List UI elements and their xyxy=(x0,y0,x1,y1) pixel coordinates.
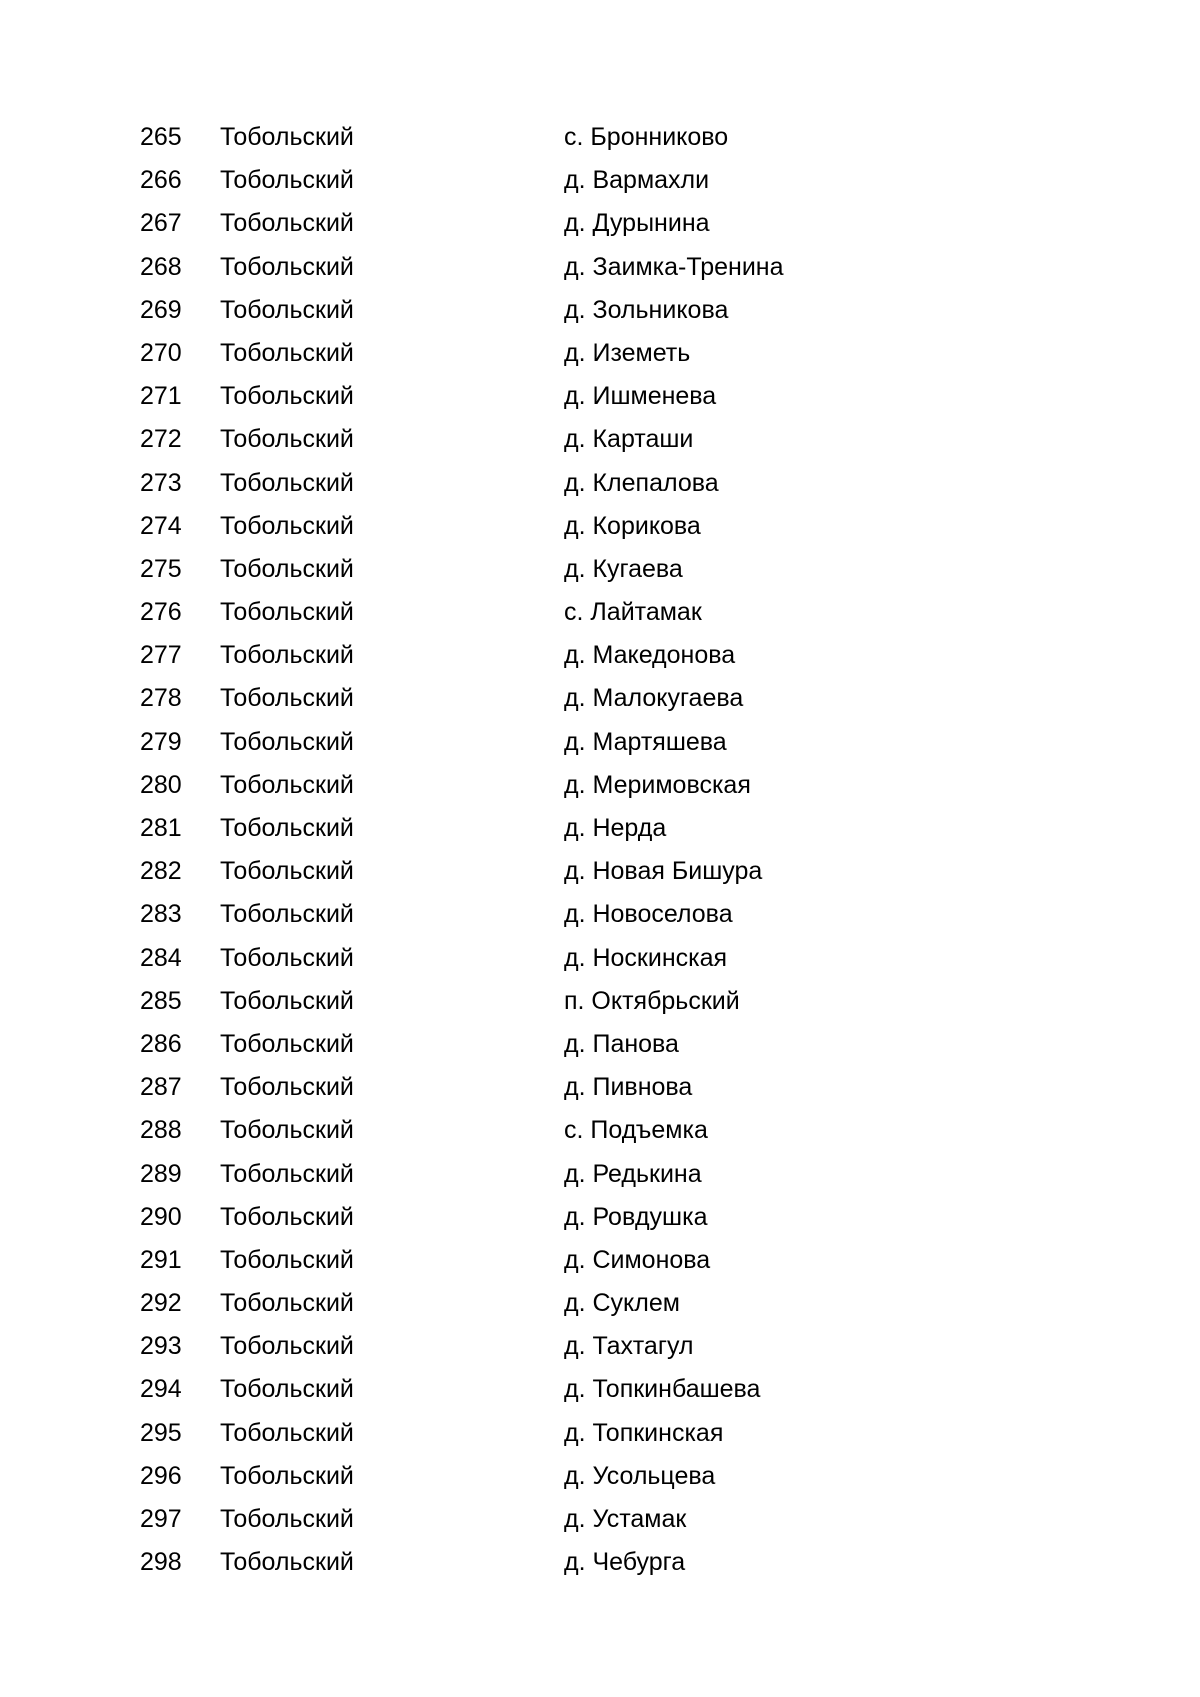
district-name: Тобольский xyxy=(220,468,354,497)
row-number: 282 xyxy=(140,857,182,886)
settlement-name: д. Ишменева xyxy=(564,382,717,411)
row-number: 294 xyxy=(140,1375,182,1404)
district-name: Тобольский xyxy=(220,252,354,281)
settlement-name: с. Бронниково xyxy=(564,123,729,151)
table-row xyxy=(0,1412,1200,1455)
district-name: Тобольский xyxy=(220,1289,354,1318)
district-name: Тобольский xyxy=(220,684,354,713)
district-name: Тобольский xyxy=(220,1505,354,1533)
row-number: 271 xyxy=(140,382,182,411)
table-row xyxy=(0,980,1200,1023)
settlement-name: с. Подъемка xyxy=(564,1116,708,1145)
district-name: Тобольский xyxy=(220,1418,354,1447)
settlement-name: д. Пивнова xyxy=(564,1073,693,1102)
settlement-name: д. Меримовская xyxy=(564,770,751,799)
row-number: 287 xyxy=(140,1073,182,1102)
district-name: Тобольский xyxy=(220,943,354,972)
table-row xyxy=(0,1325,1200,1368)
district-name: Тобольский xyxy=(220,1029,354,1058)
table-row xyxy=(0,418,1200,461)
table-row xyxy=(0,289,1200,332)
district-name: Тобольский xyxy=(220,1245,354,1274)
table-row xyxy=(0,893,1200,936)
settlement-name: д. Заимка-Тренина xyxy=(564,252,784,281)
table-row xyxy=(0,462,1200,505)
district-name: Тобольский xyxy=(220,338,354,367)
settlement-name: д. Клепалова xyxy=(564,468,719,497)
row-number: 269 xyxy=(140,295,182,324)
district-name: Тобольский xyxy=(220,511,354,540)
settlement-name: д. Кугаева xyxy=(564,554,683,583)
district-name: Тобольский xyxy=(220,1461,354,1490)
settlement-name: д. Суклем xyxy=(564,1289,680,1318)
table-row xyxy=(0,850,1200,893)
district-name: Тобольский xyxy=(220,295,354,324)
table-row xyxy=(0,1023,1200,1066)
row-number: 275 xyxy=(140,554,182,583)
settlement-name: д. Карташи xyxy=(564,425,694,454)
table-row xyxy=(0,332,1200,375)
district-name: Тобольский xyxy=(220,123,354,151)
settlement-name: д. Македонова xyxy=(564,641,736,670)
district-name: Тобольский xyxy=(220,382,354,411)
settlement-name: д. Тахтагул xyxy=(564,1332,694,1361)
district-name: Тобольский xyxy=(220,554,354,583)
settlement-list xyxy=(0,116,1200,1584)
district-name: Тобольский xyxy=(220,1332,354,1361)
row-number: 285 xyxy=(140,986,182,1015)
table-row xyxy=(0,591,1200,634)
row-number: 265 xyxy=(140,123,182,151)
row-number: 279 xyxy=(140,727,182,756)
row-number: 289 xyxy=(140,1159,182,1188)
table-row xyxy=(0,1455,1200,1498)
settlement-name: с. Лайтамак xyxy=(564,598,702,627)
district-name: Тобольский xyxy=(220,1116,354,1145)
table-row xyxy=(0,202,1200,245)
settlement-name: д. Зольникова xyxy=(564,295,729,324)
row-number: 268 xyxy=(140,252,182,281)
table-row xyxy=(0,375,1200,418)
settlement-name: д. Топкинская xyxy=(564,1418,724,1447)
district-name: Тобольский xyxy=(220,425,354,454)
district-name: Тобольский xyxy=(220,166,354,195)
row-number: 272 xyxy=(140,425,182,454)
table-row xyxy=(0,159,1200,202)
district-name: Тобольский xyxy=(220,986,354,1015)
settlement-name: д. Мартяшева xyxy=(564,727,727,756)
district-name: Тобольский xyxy=(220,641,354,670)
district-name: Тобольский xyxy=(220,727,354,756)
table-row xyxy=(0,677,1200,720)
settlement-name: д. Вармахли xyxy=(564,166,710,195)
settlement-name: д. Топкинбашева xyxy=(564,1375,761,1404)
table-row xyxy=(0,1498,1200,1541)
row-number: 290 xyxy=(140,1202,182,1231)
settlement-name: д. Новоселова xyxy=(564,900,733,929)
settlement-name: д. Корикова xyxy=(564,511,701,540)
row-number: 277 xyxy=(140,641,182,670)
row-number: 296 xyxy=(140,1461,182,1490)
table-row xyxy=(0,1066,1200,1109)
row-number: 276 xyxy=(140,598,182,627)
table-row xyxy=(0,1282,1200,1325)
row-number: 281 xyxy=(140,814,182,842)
table-row xyxy=(0,505,1200,548)
district-name: Тобольский xyxy=(220,1159,354,1188)
table-row xyxy=(0,764,1200,807)
row-number: 292 xyxy=(140,1289,182,1318)
settlement-name: д. Симонова xyxy=(564,1245,711,1274)
row-number: 284 xyxy=(140,943,182,972)
settlement-name: д. Чебурга xyxy=(564,1548,686,1577)
row-number: 273 xyxy=(140,468,182,497)
settlement-name: д. Нерда xyxy=(564,814,667,842)
settlement-name: д. Носкинская xyxy=(564,943,728,972)
settlement-name: д. Новая Бишура xyxy=(564,857,763,886)
table-row xyxy=(0,1239,1200,1282)
district-name: Тобольский xyxy=(220,1202,354,1231)
settlement-name: д. Иземеть xyxy=(564,338,691,367)
row-number: 267 xyxy=(140,209,182,238)
table-row xyxy=(0,548,1200,591)
row-number: 288 xyxy=(140,1116,182,1145)
row-number: 295 xyxy=(140,1418,182,1447)
table-row xyxy=(0,1109,1200,1152)
table-row xyxy=(0,937,1200,980)
row-number: 274 xyxy=(140,511,182,540)
district-name: Тобольский xyxy=(220,1548,354,1577)
row-number: 286 xyxy=(140,1029,182,1058)
row-number: 291 xyxy=(140,1245,182,1274)
district-name: Тобольский xyxy=(220,814,354,842)
settlement-name: д. Устамак xyxy=(564,1505,687,1533)
settlement-name: д. Панова xyxy=(564,1029,679,1058)
row-number: 298 xyxy=(140,1548,182,1577)
settlement-name: д. Дурынина xyxy=(564,209,710,238)
settlement-name: д. Редькина xyxy=(564,1159,702,1188)
row-number: 278 xyxy=(140,684,182,713)
table-row xyxy=(0,116,1200,159)
district-name: Тобольский xyxy=(220,900,354,929)
table-row xyxy=(0,1541,1200,1584)
row-number: 266 xyxy=(140,166,182,195)
row-number: 280 xyxy=(140,770,182,799)
table-row xyxy=(0,807,1200,850)
settlement-name: д. Усольцева xyxy=(564,1461,716,1490)
row-number: 270 xyxy=(140,338,182,367)
table-row xyxy=(0,1153,1200,1196)
settlement-name: п. Октябрьский xyxy=(564,986,740,1015)
table-row xyxy=(0,1368,1200,1411)
row-number: 283 xyxy=(140,900,182,929)
table-row xyxy=(0,634,1200,677)
table-row xyxy=(0,246,1200,289)
row-number: 293 xyxy=(140,1332,182,1361)
district-name: Тобольский xyxy=(220,598,354,627)
district-name: Тобольский xyxy=(220,857,354,886)
row-number: 297 xyxy=(140,1505,182,1533)
settlement-name: д. Ровдушка xyxy=(564,1202,708,1231)
district-name: Тобольский xyxy=(220,1375,354,1404)
district-name: Тобольский xyxy=(220,1073,354,1102)
table-row xyxy=(0,1196,1200,1239)
settlement-name: д. Малокугаева xyxy=(564,684,744,713)
table-row xyxy=(0,721,1200,764)
district-name: Тобольский xyxy=(220,209,354,238)
district-name: Тобольский xyxy=(220,770,354,799)
